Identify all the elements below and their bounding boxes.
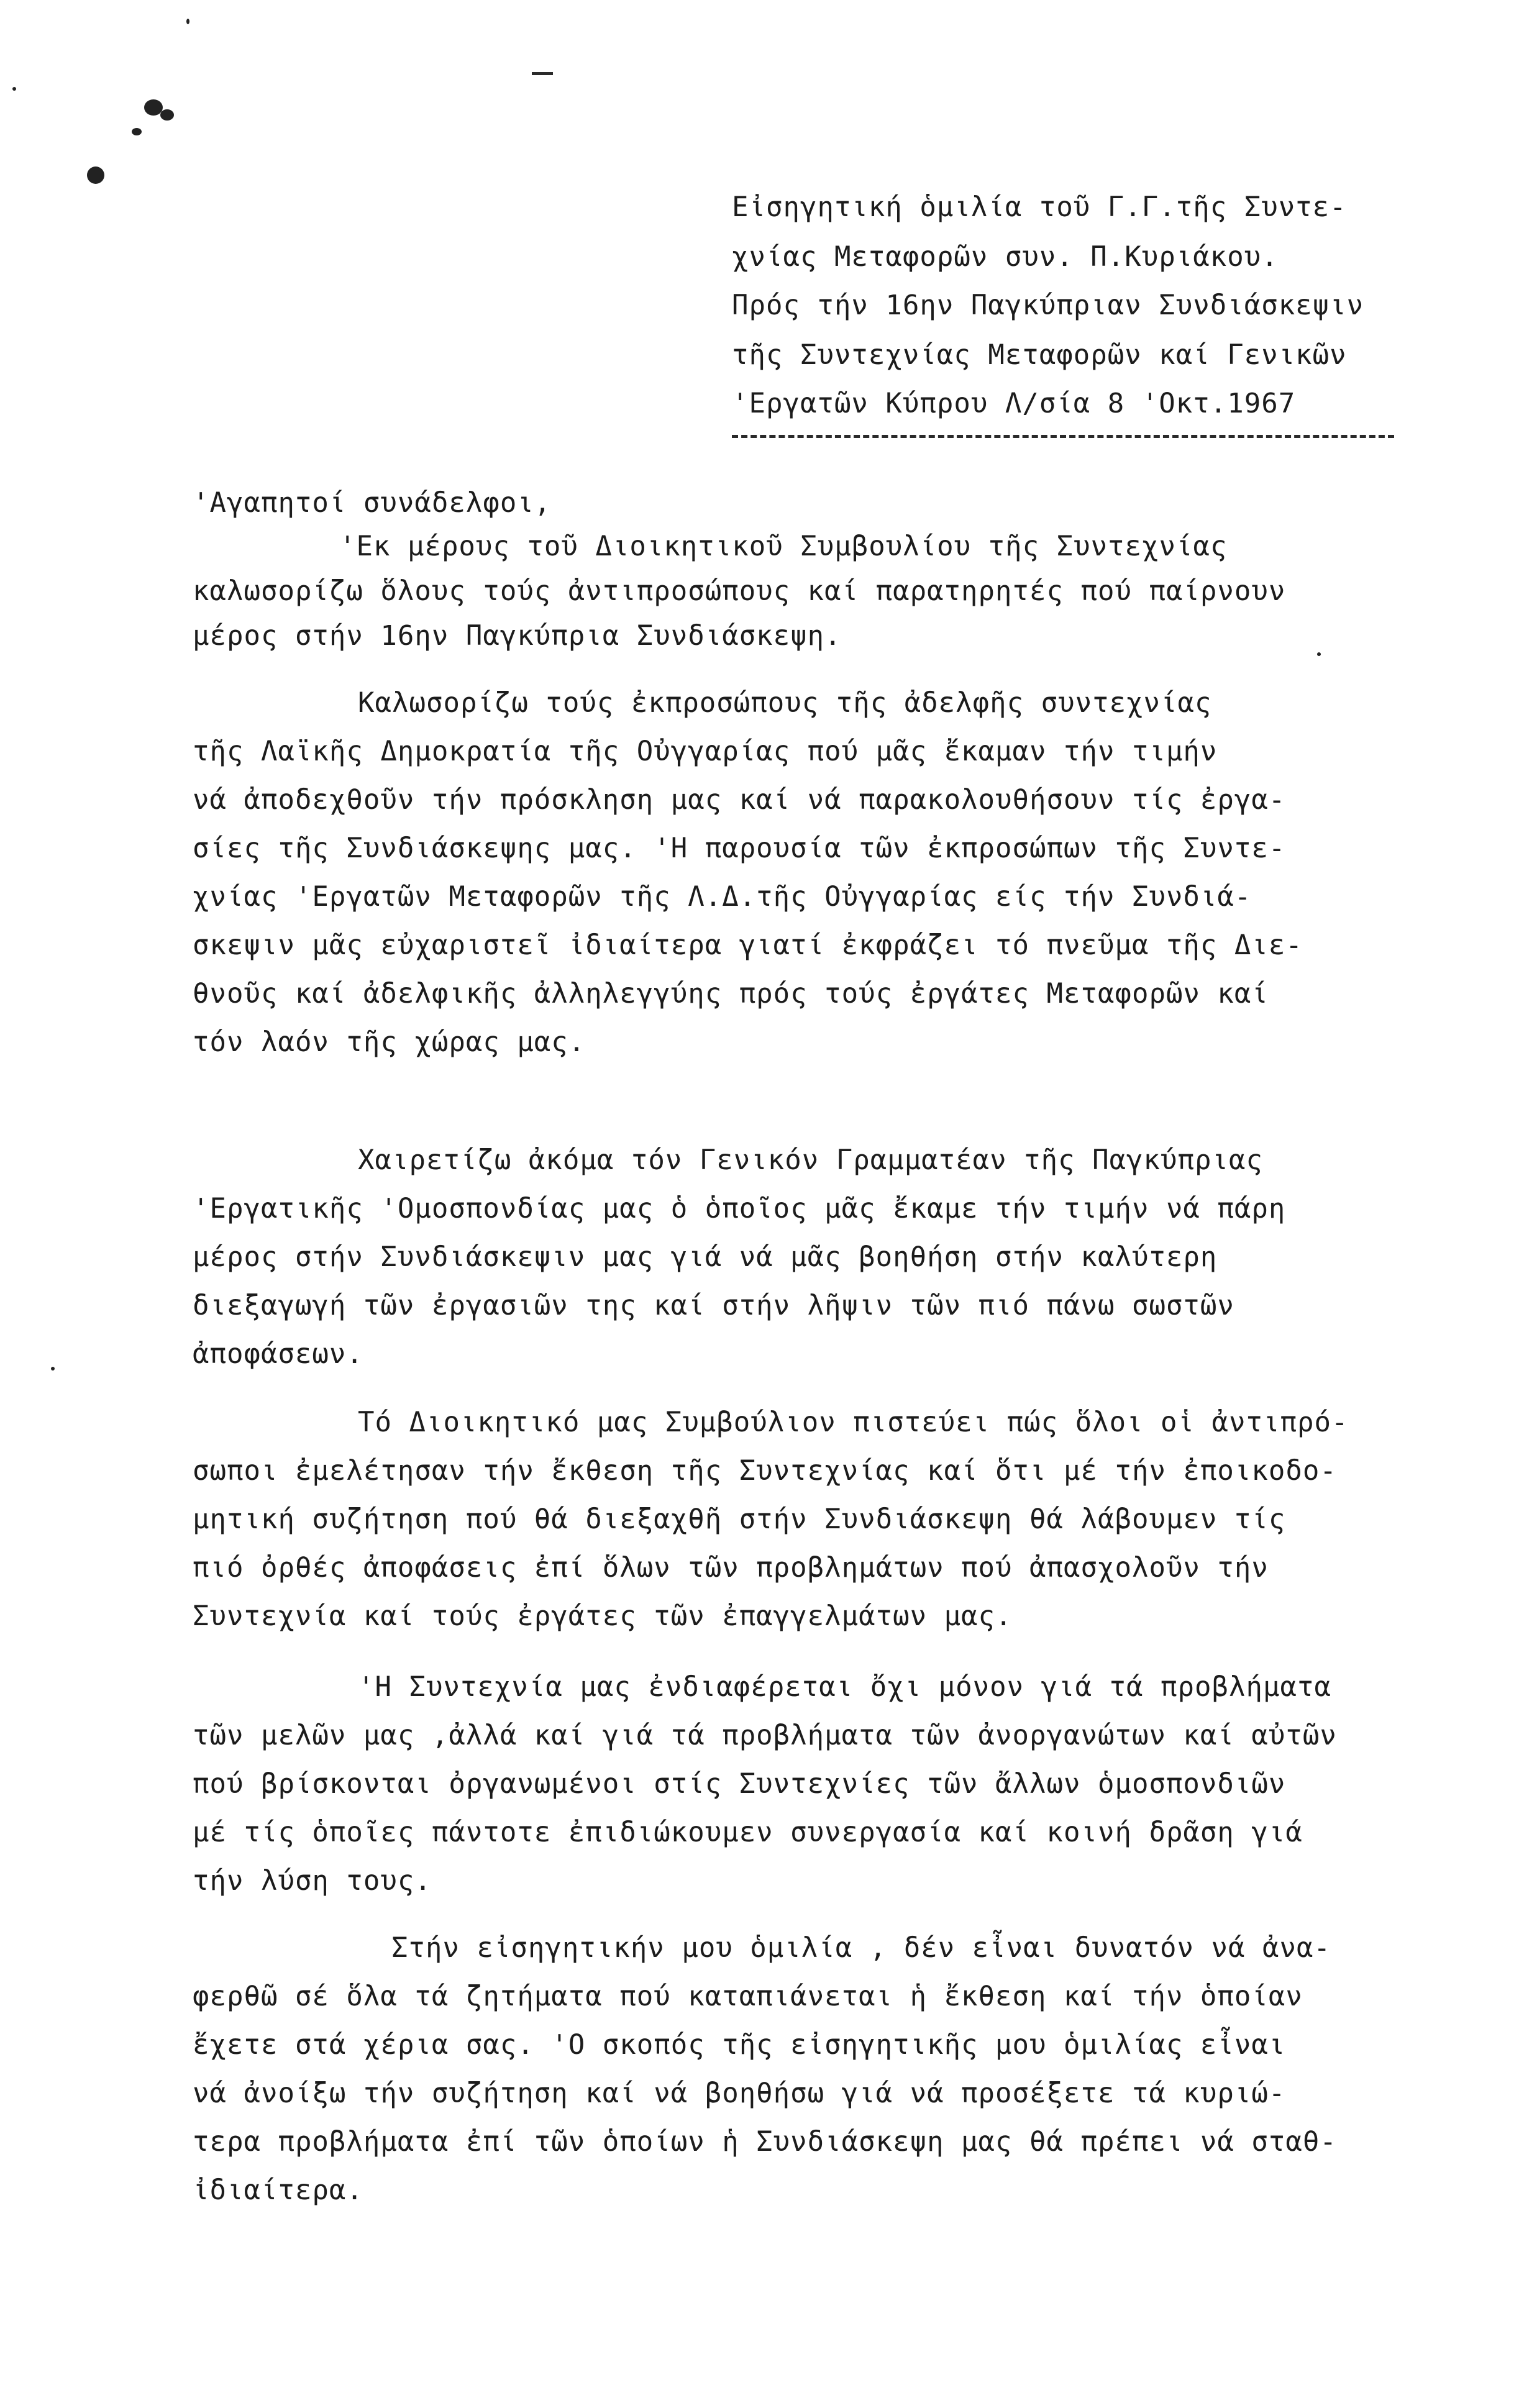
paragraph-line: μέ τίς ὁποῖες πάντοτε ἐπιδιώκουμεν συνεργασία καί κοινή δρᾶση γιά <box>193 1817 1303 1848</box>
paragraph-line: 'Η Συντεχνία μας ἐνδιαφέρεται ὄχι μόνον γιά τά προβλήματα <box>358 1671 1331 1703</box>
header-line: χνίας Μεταφορῶν συν. Π.Κυριάκου. <box>732 241 1279 273</box>
paragraph-line: ἔχετε στά χέρια σας. 'Ο σκοπός τῆς εἰσηγητικῆς μου ὁμιλίας εἶναι <box>193 2029 1286 2061</box>
paragraph-line: τήν λύση τους. <box>193 1865 432 1897</box>
paragraph-line: μέρος στήν 16ην Παγκύπρια Συνδιάσκεψη. <box>193 620 842 652</box>
paragraph-line: νά ἀποδεχθοῦν τήν πρόσκληση μας καί νά παρακολουθήσουν τίς ἐργα- <box>193 784 1286 816</box>
scan-mark-dot <box>12 87 16 91</box>
paragraph-line: Τό Διοικητικό μας Συμβούλιον πιστεύει πώς ὅλοι οἱ ἀντιπρό- <box>358 1407 1349 1438</box>
paragraph-line: τῆς Λαϊκῆς Δημοκρατία τῆς Οὐγγαρίας πού μᾶς ἔκαμαν τήν τιμήν <box>193 736 1218 767</box>
paragraph-line: τῶν μελῶν μας ,ἀλλά καί γιά τά προβλήματα τῶν ἀνοργανώτων καί αὐτῶν <box>193 1720 1337 1751</box>
scan-mark-dot <box>160 109 174 121</box>
paragraph-line: Συντεχνία καί τούς ἐργάτες τῶν ἐπαγγελμάτων μας. <box>193 1600 1013 1632</box>
paragraph-line: σωποι ἐμελέτησαν τήν ἔκθεση τῆς Συντεχνίας καί ὅτι μέ τήν ἐποικοδο- <box>193 1455 1337 1487</box>
header-line: τῆς Συντεχνίας Μεταφορῶν καί Γενικῶν <box>732 339 1347 371</box>
paragraph-line: τόν λαόν τῆς χώρας μας. <box>193 1026 586 1058</box>
scan-mark-dot <box>186 19 189 24</box>
paragraph-line: 'Εργατικῆς 'Ομοσπονδίας μας ὁ ὁποῖος μᾶς ἔκαμε τήν τιμήν νά πάρη <box>193 1193 1286 1225</box>
paragraph-line: καλωσορίζω ὅλους τούς ἀντιπροσώπους καί παρατηρητές πού παίρνουν <box>193 575 1286 607</box>
paragraph-line: χνίας 'Εργατῶν Μεταφορῶν τῆς Λ.Δ.τῆς Οὐγγαρίας είς τήν Συνδιά- <box>193 881 1252 913</box>
paragraph-line: μέρος στήν Συνδιάσκεψιν μας γιά νά μᾶς βοηθήση στήν καλύτερη <box>193 1241 1218 1273</box>
paragraph-line: 'Εκ μέρους τοῦ Διοικητικοῦ Συμβουλίου τῆς Συντεχνίας <box>339 531 1228 562</box>
paragraph-line: μητική συζήτηση πού θά διεξαχθῆ στήν Συνδιάσκεψη θά λάβουμεν τίς <box>193 1503 1286 1535</box>
scan-mark-dot <box>51 1367 55 1370</box>
header-underline <box>732 435 1394 438</box>
scan-mark-dot <box>132 128 142 135</box>
header-line: 'Εργατῶν Κύπρου Λ/σία 8 'Οκτ.1967 <box>732 388 1296 419</box>
paragraph-line: σκεψιν μᾶς εὐχαριστεῖ ἰδιαίτερα γιατί ἐκφράζει τό πνεῦμα τῆς Διε- <box>193 929 1303 961</box>
paragraph-line: τερα προβλήματα ἐπί τῶν ὁποίων ἡ Συνδιάσκεψη μας θά πρέπει νά σταθ- <box>193 2126 1337 2158</box>
paragraph-line: θνοῦς καί ἀδελφικῆς ἀλληλεγγύης πρός τούς ἐργάτες Μεταφορῶν καί <box>193 978 1269 1010</box>
scan-mark-dot <box>87 166 104 184</box>
paragraph-line: ἰδιαίτερα. <box>193 2174 363 2206</box>
scan-mark-dash <box>532 72 553 75</box>
paragraph-line: πού βρίσκονται ὀργανωμένοι στίς Συντεχνίες τῶν ἄλλων ὁμοσπονδιῶν <box>193 1768 1286 1800</box>
header-line: Πρός τήν 16ην Παγκύπριαν Συνδιάσκεψιν <box>732 290 1364 321</box>
paragraph-line: νά ἀνοίξω τήν συζήτηση καί νά βοηθήσω γιά νά προσέξετε τά κυριώ- <box>193 2077 1286 2109</box>
paragraph-line: πιό ὀρθές ἀποφάσεις ἐπί ὅλων τῶν προβλημάτων πού ἀπασχολοῦν τήν <box>193 1552 1269 1584</box>
paragraph-line: φερθῶ σέ ὅλα τά ζητήματα πού καταπιάνεται ἡ ἔκθεση καί τήν ὁποίαν <box>193 1981 1303 2012</box>
paragraph-line: Καλωσορίζω τούς ἐκπροσώπους τῆς ἀδελφῆς συντεχνίας <box>358 687 1212 719</box>
header-line: Εἰσηγητική ὁμιλία τοῦ Γ.Γ.τῆς Συντε- <box>732 191 1347 223</box>
scan-mark-dot <box>1317 652 1321 656</box>
paragraph-line: Στήν εἰσηγητικήν μου ὁμιλία , δέν εἶναι δυνατόν νά ἀνα- <box>391 1932 1331 1964</box>
paragraph-line: ἀποφάσεων. <box>193 1338 363 1370</box>
paragraph-line: διεξαγωγή τῶν ἐργασιῶν της καί στήν λῆψιν τῶν πιό πάνω σωστῶν <box>193 1290 1234 1321</box>
paragraph-line: Χαιρετίζω ἀκόμα τόν Γενικόν Γραμματέαν τῆς Παγκύπριας <box>358 1144 1263 1176</box>
paragraph-line: σίες τῆς Συνδιάσκεψης μας. 'Η παρουσία τῶν ἐκπροσώπων τῆς Συντε- <box>193 832 1286 864</box>
salutation: 'Αγαπητοί συνάδελφοι, <box>193 487 552 519</box>
